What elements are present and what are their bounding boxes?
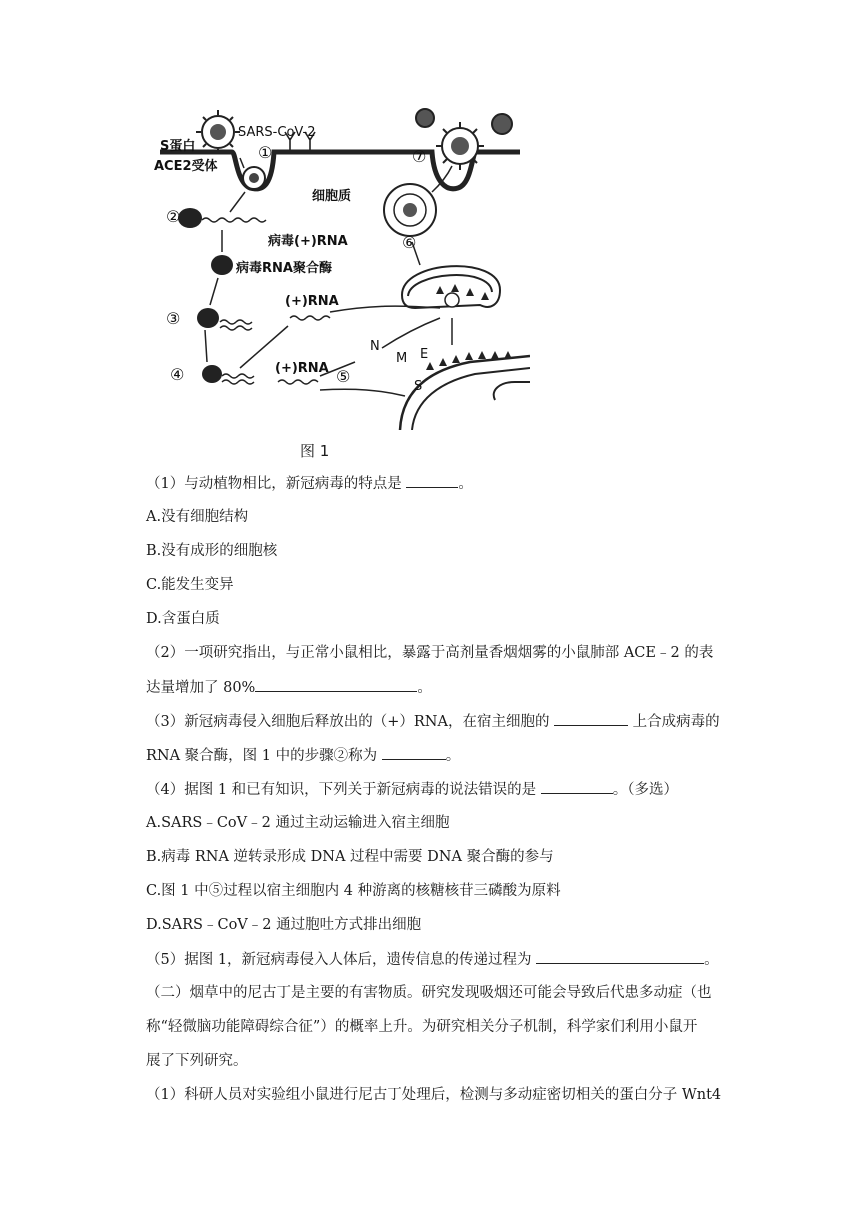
ribosome-blobs — [178, 208, 233, 383]
virus-life-cycle-diagram — [140, 100, 530, 430]
vesicle-virus-icon — [384, 184, 436, 236]
option-1d: D.含蛋白质 — [146, 611, 220, 627]
step-3-label: ③ — [166, 309, 181, 328]
option-4d: D.SARS﹣CoV﹣2 通过胞吐方式排出细胞 — [146, 917, 422, 933]
answer-blank-5[interactable] — [536, 949, 704, 964]
figure-caption: 图 1 — [300, 442, 330, 460]
label-s: S — [414, 379, 423, 394]
section-2-line-3: 展了下列研究。 — [146, 1053, 248, 1069]
section-2-question-1: （1）科研人员对实验组小鼠进行尼古丁处理后，检测与多动症密切相关的蛋白分子 Wnt4 — [146, 1087, 722, 1103]
released-virus-icon — [436, 122, 484, 170]
option-1a: A.没有细胞结构 — [146, 509, 249, 525]
label-cytoplasm: 细胞质 — [312, 189, 352, 204]
question-3: （3）新冠病毒侵入细胞后释放出的（+）RNA，在宿主细胞的 上合成病毒的 — [146, 711, 746, 732]
step-2-label: ② — [166, 207, 181, 226]
label-m: M — [396, 351, 408, 366]
section-2-line-1: （二）烟草中的尼古丁是主要的有害物质。研究发现吸烟还可能会导致后代患多动症（也 — [146, 985, 712, 1001]
diagram-svg — [140, 100, 530, 430]
question-5: （5）据图 1，新冠病毒侵入人体后，遗传信息的传递过程为 。 — [146, 949, 746, 970]
question-2: （2）一项研究指出，与正常小鼠相比，暴露于高剂量香烟烟雾的小鼠肺部 ACE﹣2 的表 — [146, 645, 714, 661]
option-4c: C.图 1 中⑤过程以宿主细胞内 4 种游离的核糖核苷三磷酸为原料 — [146, 883, 561, 899]
answer-blank-3a[interactable] — [554, 711, 628, 726]
step-6-label: ⑥ — [402, 233, 417, 252]
step-1-label: ① — [258, 143, 273, 162]
step-4-label: ④ — [170, 365, 185, 384]
question-3-cont: RNA 聚合酶，图 1 中的步骤②称为 。 — [146, 745, 746, 766]
option-1b: B.没有成形的细胞核 — [146, 543, 278, 559]
question-2-cont: 达量增加了 80% 。 — [146, 677, 746, 698]
question-1: （1）与动植物相比，新冠病毒的特点是 。 — [146, 473, 746, 494]
question-4: （4）据图 1 和已有知识，下列关于新冠病毒的说法错误的是 。（多选） — [146, 779, 746, 800]
answer-blank-4[interactable] — [541, 779, 613, 794]
answer-blank-1[interactable] — [406, 473, 458, 488]
entering-virus-icon — [196, 110, 240, 154]
label-virus: SARS-CoV-2 — [238, 125, 316, 140]
label-s-protein: S蛋白 — [160, 139, 196, 154]
golgi-spikes — [436, 284, 489, 300]
step-5-label: ⑤ — [336, 367, 351, 386]
label-polymerase: 病毒RNA聚合酶 — [236, 261, 332, 276]
label-e: E — [420, 347, 429, 362]
answer-blank-2[interactable] — [255, 677, 417, 692]
option-4b: B.病毒 RNA 逆转录形成 DNA 过程中需要 DNA 聚合酶的参与 — [146, 849, 554, 865]
step-7-label: ⑦ — [412, 147, 427, 166]
label-n: N — [370, 339, 380, 354]
er-proteins — [426, 351, 512, 370]
endocytosed-virus-icon — [243, 167, 265, 189]
option-4a: A.SARS﹣CoV﹣2 通过主动运输进入宿主细胞 — [146, 815, 450, 831]
assembly-core — [445, 293, 459, 307]
label-ace2: ACE2受体 — [154, 159, 218, 174]
label-rna-a: (+)RNA — [285, 294, 339, 309]
label-rna-b: (+)RNA — [275, 361, 329, 376]
answer-blank-3b[interactable] — [382, 745, 446, 760]
er-fold — [494, 382, 530, 400]
section-2-line-2: 称“轻微脑功能障碍综合征”）的概率上升。为研究相关分子机制，科学家们利用小鼠开 — [146, 1019, 698, 1035]
label-viral-rna: 病毒(+)RNA — [268, 234, 348, 249]
option-1c: C.能发生变异 — [146, 577, 234, 593]
